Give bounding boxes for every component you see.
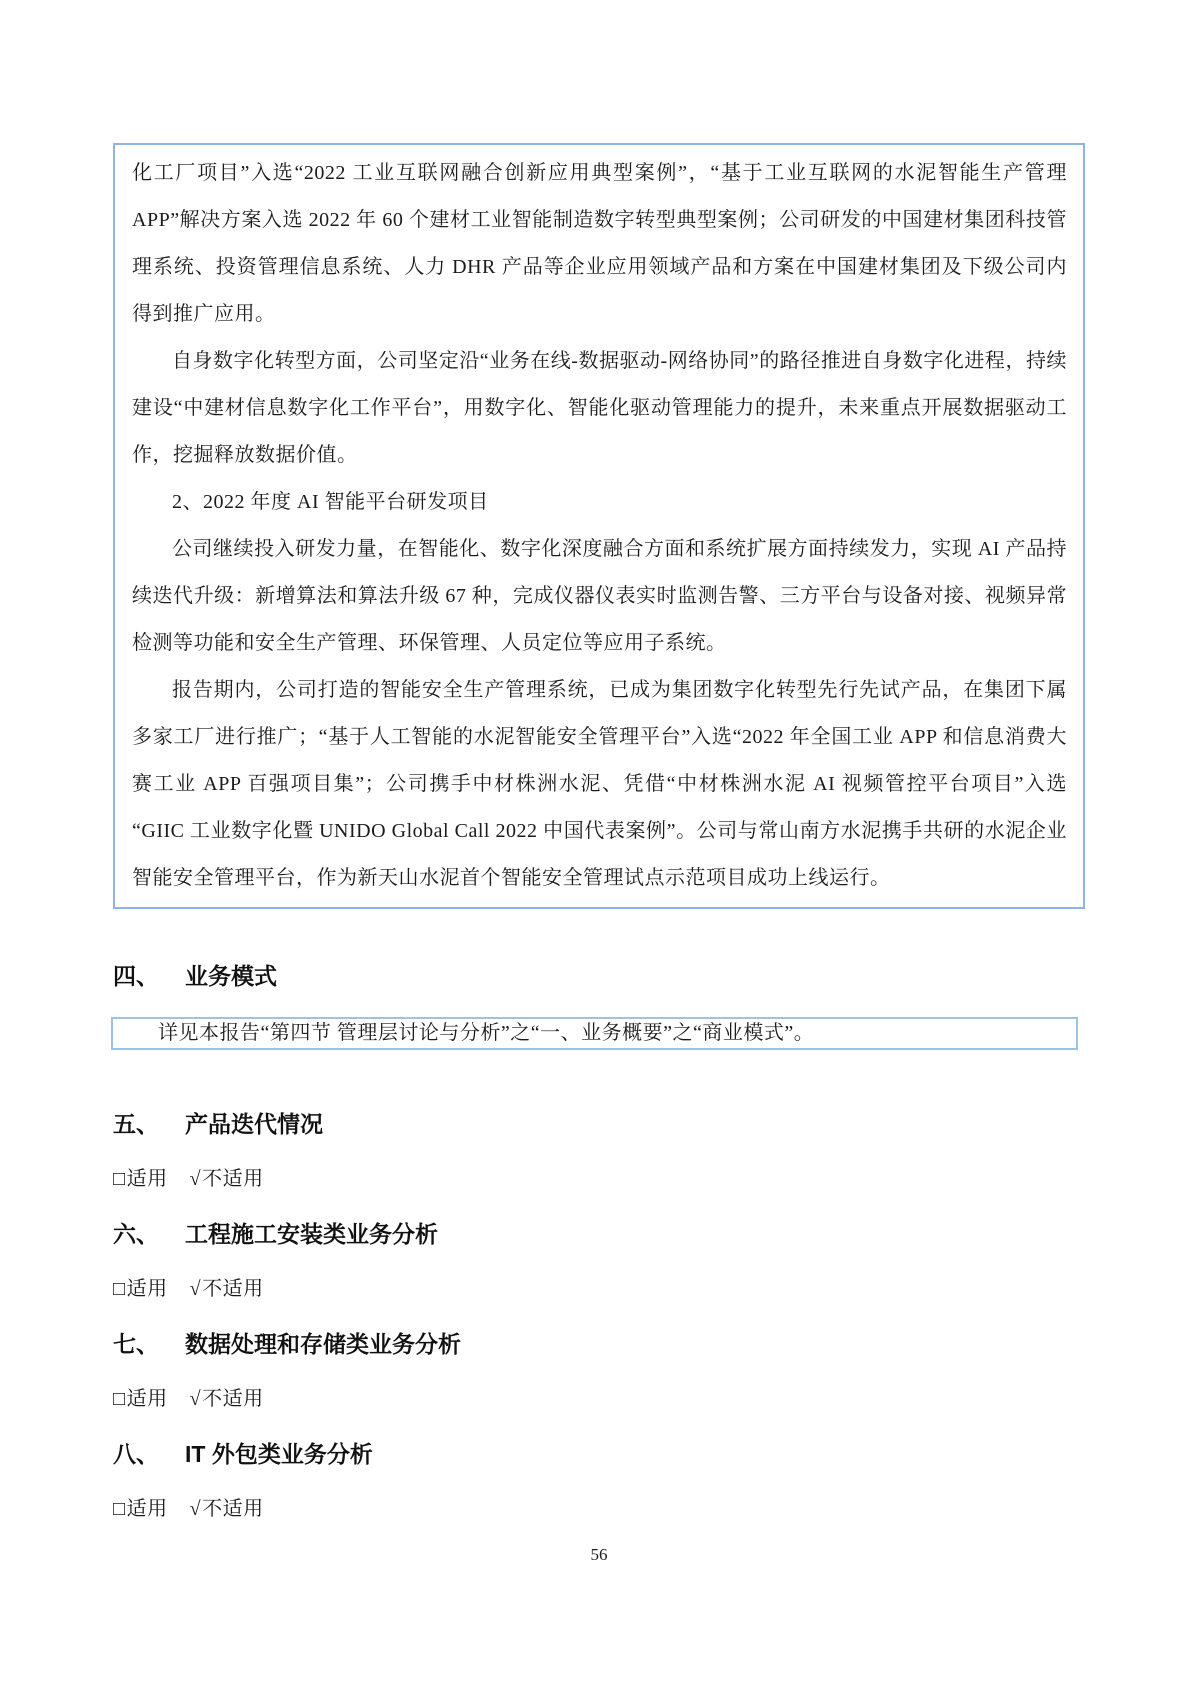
applicability-row-data-processing	[113, 1386, 1200, 1412]
applicable-label: 适用	[126, 1168, 168, 1190]
section-title: 数据处理和存储类业务分析	[185, 1331, 461, 1357]
section-heading-business-model	[113, 961, 1200, 991]
highlighted-text-box	[113, 143, 1085, 909]
section-number: 七、	[113, 1331, 159, 1357]
not-applicable-label: 不适用	[202, 1168, 264, 1190]
check-mark-icon: √	[189, 1388, 202, 1410]
section-number: 八、	[113, 1441, 159, 1467]
section-heading-product-iteration	[113, 1109, 1200, 1139]
paragraph-digital-transformation: 自身数字化转型方面，公司坚定沿“业务在线-数据驱动-网络协同”的路径推进自身数字化进程，持续建设“中建材信息数字化工作平台”，用数字化、智能化驱动管理能力的提升，未来重点开展数据驱动工作，挖掘释放数据价值。	[132, 350, 1067, 466]
reference-note-box	[111, 1017, 1078, 1050]
checkbox-unchecked-icon: □	[113, 1498, 126, 1520]
applicable-label: 适用	[126, 1498, 168, 1520]
applicable-label: 适用	[126, 1388, 168, 1410]
paragraph-report-period: 报告期内，公司打造的智能安全生产管理系统，已成为集团数字化转型先行先试产品，在集团下属多家工厂进行推广；“基于人工智能的水泥智能安全管理平台”入选“2022 年全国工业 APP 和信息消费大赛工业 APP 百强项目集”；公司携手中材株洲水泥、凭借“中材株洲水泥 AI 视频管控平台项目”入选“GIIC 工业数字化暨 UNIDO Global Call 2022 中国代表案例”。公司与常山南方水泥携手共研的水泥企业智能安全管理平台，作为新天山水泥首个智能安全管理试点示范项目成功上线运行。	[132, 679, 1067, 889]
not-applicable-label: 不适用	[202, 1278, 264, 1300]
section-number: 四、	[113, 963, 159, 989]
check-mark-icon: √	[189, 1278, 202, 1300]
reference-note-text: 详见本报告“第四节 管理层讨论与分析”之“一、业务概要”之“商业模式”。	[158, 1022, 815, 1044]
section-title: IT 外包类业务分析	[185, 1441, 373, 1467]
section-title: 工程施工安装类业务分析	[185, 1221, 438, 1247]
applicable-label: 适用	[126, 1278, 168, 1300]
section-title: 业务模式	[185, 963, 277, 989]
section-title: 产品迭代情况	[185, 1111, 323, 1137]
page-footer	[0, 1545, 1198, 1565]
paragraph-continuation: 化工厂项目”入选“2022 工业互联网融合创新应用典型案例”，“基于工业互联网的水泥智能生产管理 APP”解决方案入选 2022 年 60 个建材工业智能制造数字转型典型案例；公司研发的中国建材集团科技管理系统、投资管理信息系统、人力 DHR 产品等企业应用领域产品和方案在中国建材集团及下级公司内得到推广应用。	[132, 162, 1067, 325]
paragraph-ai-platform-title: 2、2022 年度 AI 智能平台研发项目	[172, 491, 489, 513]
checkbox-unchecked-icon: □	[113, 1278, 126, 1300]
section-heading-construction	[113, 1219, 1200, 1249]
section-heading-it-outsourcing	[113, 1439, 1200, 1469]
not-applicable-label: 不适用	[202, 1498, 264, 1520]
checkbox-unchecked-icon: □	[113, 1168, 126, 1190]
section-heading-data-processing	[113, 1329, 1200, 1359]
applicability-row-construction	[113, 1276, 1200, 1302]
applicability-row-it-outsourcing	[113, 1496, 1200, 1522]
checkbox-unchecked-icon: □	[113, 1388, 126, 1410]
check-mark-icon: √	[189, 1168, 202, 1190]
paragraph-ai-platform-detail: 公司继续投入研发力量，在智能化、数字化深度融合方面和系统扩展方面持续发力，实现 AI 产品持续迭代升级：新增算法和算法升级 67 种，完成仪器仪表实时监测告警、三方平台与设备对接、视频异常检测等功能和安全生产管理、环保管理、人员定位等应用子系统。	[132, 538, 1067, 654]
section-number: 五、	[113, 1111, 159, 1137]
applicability-row-product-iteration	[113, 1166, 1200, 1192]
page-number: 56	[590, 1545, 608, 1564]
check-mark-icon: √	[189, 1498, 202, 1520]
section-number: 六、	[113, 1221, 159, 1247]
not-applicable-label: 不适用	[202, 1388, 264, 1410]
